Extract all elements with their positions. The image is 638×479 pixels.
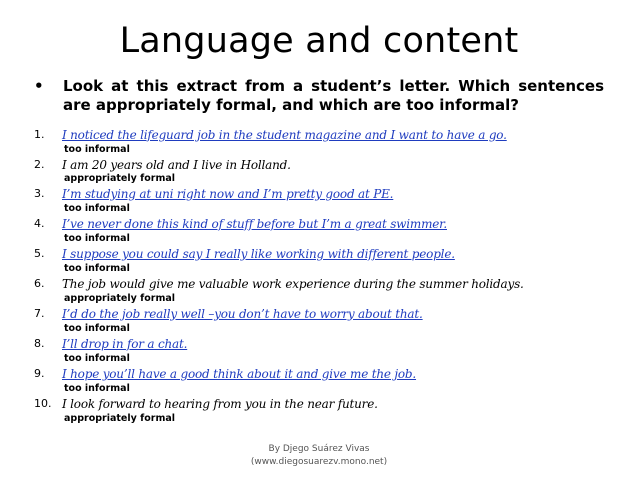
item-number: 10. — [34, 397, 52, 410]
sentence-link[interactable]: I noticed the lifeguard job in the student magazine and I want to have a go. — [62, 128, 507, 142]
verdict-label: too informal — [64, 383, 130, 394]
sentence-text: I look forward to hearing from you in the near future. — [62, 397, 378, 411]
sentence-link[interactable]: I’d do the job really well –you don’t have to worry about that. — [62, 307, 423, 321]
bullet-marker: • — [34, 77, 44, 95]
list-item — [34, 245, 624, 265]
verdict-label: too informal — [64, 323, 130, 334]
list-item — [34, 185, 624, 205]
sentence-link[interactable]: I’ve never done this kind of stuff before but I’m a great swimmer. — [62, 217, 447, 231]
footer-website: (www.diegosuarezv.mono.net) — [250, 457, 388, 467]
instruction-text: Look at this extract from a student’s letter. Which sentences are appropriately formal, and which are too informal? — [63, 77, 604, 114]
item-number: 8. — [34, 337, 45, 350]
item-number: 6. — [34, 277, 45, 290]
item-number: 4. — [34, 217, 45, 230]
verdict-label: too informal — [64, 353, 130, 364]
list-item — [34, 126, 624, 146]
sentence-link[interactable]: I’ll drop in for a chat. — [62, 337, 188, 351]
item-number: 1. — [34, 128, 45, 141]
list-item — [34, 395, 624, 415]
list-item — [34, 275, 624, 295]
item-number: 9. — [34, 367, 45, 380]
sentence-link[interactable]: I suppose you could say I really like working with different people. — [62, 247, 455, 261]
verdict-label: appropriately formal — [64, 293, 176, 304]
sentence-link[interactable]: I hope you’ll have a good think about it and give me the job. — [62, 367, 417, 381]
instruction-bullet — [34, 77, 604, 115]
sentence-link[interactable]: I’m studying at uni right now and I’m pretty good at PE. — [62, 187, 394, 201]
list-item — [34, 215, 624, 235]
list-item — [34, 305, 624, 325]
verdict-label: too informal — [64, 233, 130, 244]
item-number: 7. — [34, 307, 45, 320]
sentence-text: I am 20 years old and I live in Holland. — [62, 158, 291, 172]
verdict-label: too informal — [64, 263, 130, 274]
verdict-label: too informal — [64, 144, 130, 155]
footer-author: By Djego Suárez Vivas — [268, 444, 370, 454]
verdict-label: appropriately formal — [64, 173, 176, 184]
item-number: 2. — [34, 158, 45, 171]
verdict-label: too informal — [64, 203, 130, 214]
item-number: 3. — [34, 187, 45, 200]
footer-credit — [0, 443, 638, 469]
list-item — [34, 335, 624, 355]
list-item — [34, 365, 624, 385]
item-number: 5. — [34, 247, 45, 260]
verdict-label: appropriately formal — [64, 413, 176, 424]
sentence-text: The job would give me valuable work experience during the summer holidays. — [62, 277, 524, 291]
slide-title: Language and content — [119, 21, 519, 61]
